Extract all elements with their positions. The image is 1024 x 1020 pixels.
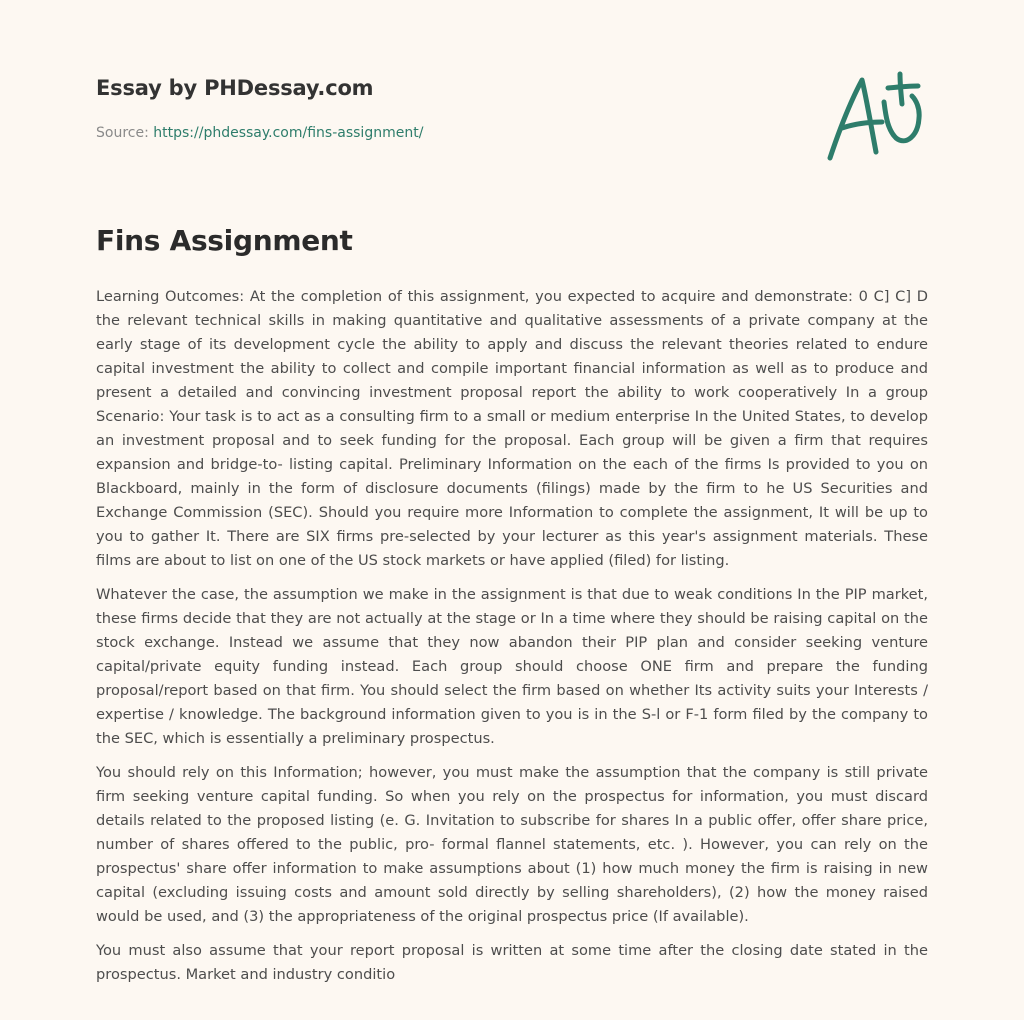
essay-paragraph: Whatever the case, the assumption we make in the assignment is that due to weak conditions In the PIP market, these firms decide that they are not actually at the stage or In a time where they should be raising capital on the stock exchange. Instead we assume that they now abandon their PIP plan and consider seeking venture capital/private equity funding instead. Each group should choose ONE firm and prepare the funding proposal/report based on that firm. You should select the firm based on whether Its activity suits your Interests / expertise / knowledge. The background information given to you is in the S-l or F-1 form filed by the company to the SEC, which is essentially a preliminary prospectus.: [96, 586, 928, 747]
source-link[interactable]: https://phdessay.com/fins-assignment/: [153, 125, 424, 141]
page-header: [96, 76, 936, 141]
a-plus-logo-icon: [820, 66, 930, 166]
site-title: Essay by PHDessay.com: [96, 76, 374, 100]
source-label: Source:: [96, 125, 149, 141]
essay-paragraph: You must also assume that your report proposal is written at some time after the closing date stated in the prospectus. Market and industry conditio: [96, 942, 928, 983]
source-line: [96, 125, 423, 141]
essay-paragraph: You should rely on this Information; however, you must make the assumption that the company is still private firm seeking venture capital funding. So when you rely on the prospectus for information, you must discard details related to the proposed listing (e. G. Invitation to subscribe for shares In a public offer, offer share price, number of shares offered to the public, pro- formal flannel statements, etc. ). However, you can rely on the prospectus' share offer information to make assumptions about (1) how much money the firm is raising in new capital (excluding issuing costs and amount sold directly by selling shareholders), (2) how the money raised would be used, and (3) the appropriateness of the original prospectus price (If available).: [96, 764, 928, 925]
essay-body: [96, 285, 928, 997]
essay-paragraph: Learning Outcomes: At the completion of this assignment, you expected to acquire and demonstrate: 0 C] C] D the relevant technical skills in making quantitative and qualitative assessments of a private company at the early stage of its development cycle the ability to apply and discuss the relevant theories related to endure capital investment the ability to collect and compile important financial information as well as to produce and present a detailed and convincing investment proposal report the ability to work cooperatively In a group Scenario: Your task is to act as a consulting firm to a small or medium enterprise In the United States, to develop an investment proposal and to seek funding for the proposal. Each group will be given a firm that requires expansion and bridge-to- listing capital. Preliminary Information on the each of the firms Is provided to you on Blackboard, mainly in the form of disclosure documents (filings) made by the firm to he US Securities and Exchange Commission (SEC). Should you require more Information to complete the assignment, It will be up to you to gather It. There are SIX firms pre-selected by your lecturer as this year's assignment materials. These films are about to list on one of the US stock markets or have applied (filed) for listing.: [96, 288, 928, 569]
document-title: Fins Assignment: [96, 224, 353, 257]
